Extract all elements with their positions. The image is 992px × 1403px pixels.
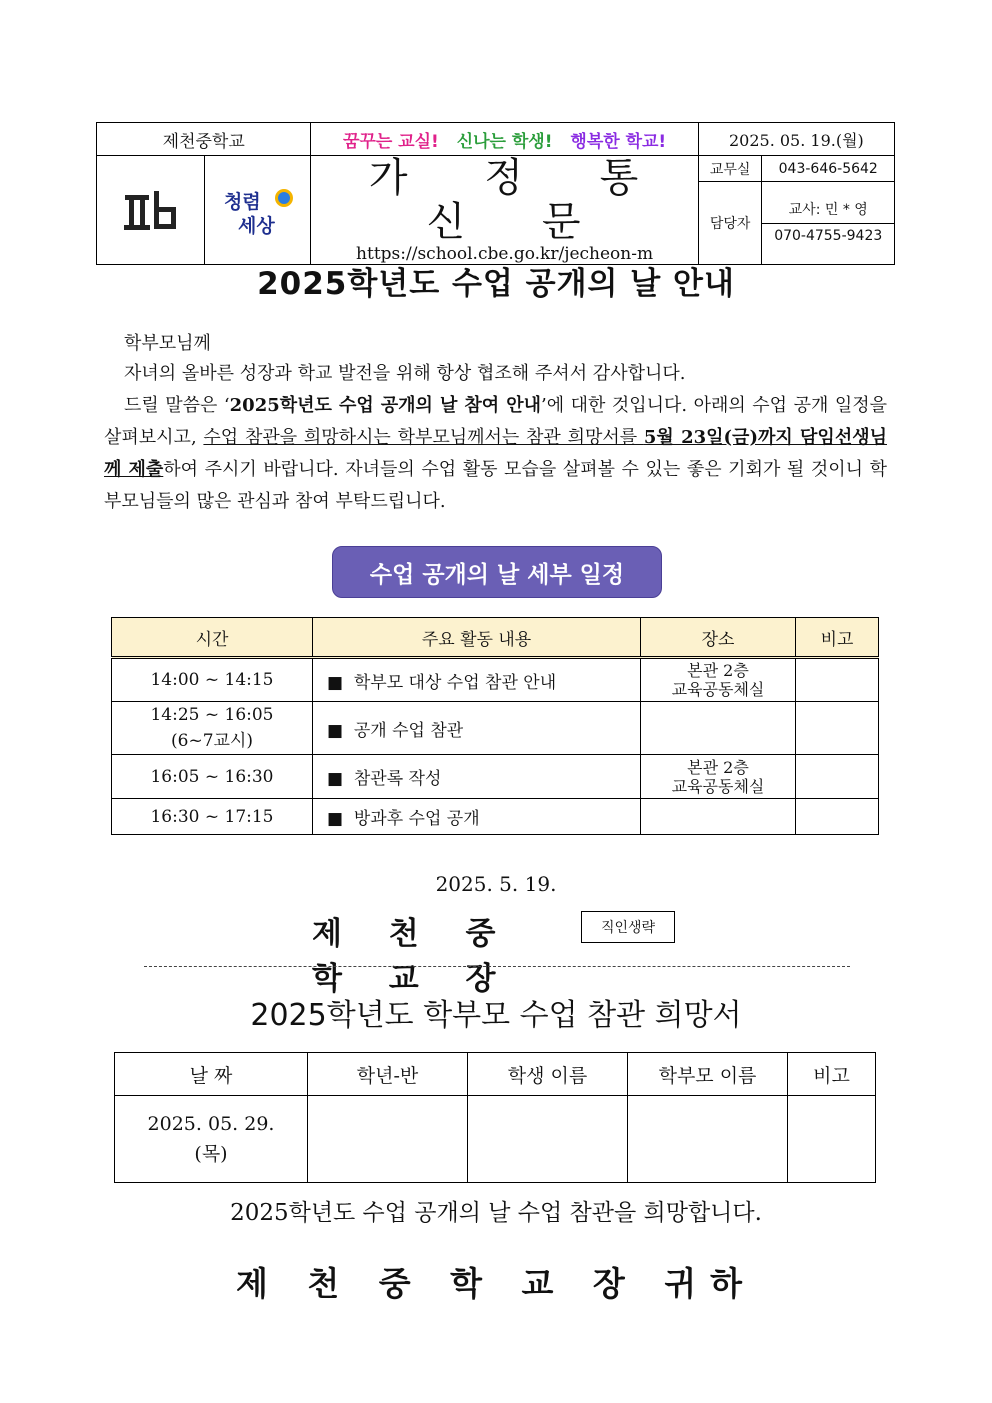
col-place: 장소	[641, 618, 796, 658]
activity-text: 참관록 작성	[353, 769, 442, 789]
row-activity	[313, 658, 641, 702]
seal-omitted: 직인생략	[581, 911, 675, 943]
row-time: 16:30 ~ 17:15	[112, 799, 313, 835]
slogan-2: 신나는 학생!	[456, 131, 553, 152]
row-activity	[313, 702, 641, 755]
row-place	[641, 702, 796, 755]
activity-text: 방과후 수업 공개	[353, 809, 480, 829]
row-note	[796, 658, 879, 702]
contact-label: 담당자	[698, 182, 762, 265]
activity-text: 학부모 대상 수업 참관 안내	[353, 672, 557, 693]
body-text-1: 드릴 말씀은 ‘	[124, 395, 230, 416]
col-date: 날 짜	[115, 1053, 308, 1096]
office-phone: 043-646-5642	[762, 156, 895, 182]
newsletter-title-cell	[311, 156, 698, 265]
table-row	[112, 658, 879, 702]
notice-body	[104, 390, 887, 518]
table-row	[112, 702, 879, 755]
request-statement: 2025학년도 수업 공개의 날 수업 참관을 희망합니다.	[230, 1200, 762, 1226]
intro-line: 자녀의 올바른 성장과 학교 발전을 위해 항상 협조해 주셔서 감사합니다.	[124, 363, 686, 384]
slogan-3: 행복한 학교!	[570, 131, 667, 152]
body-deadline: 5월 23일(금)까지 담임선생님께 제출	[104, 427, 887, 480]
school-url[interactable]: https://school.cbe.go.kr/jecheon-m	[356, 244, 654, 264]
contact-phone: 070-4755-9423	[774, 228, 883, 244]
contact-teacher: 교사: 민 * 영	[762, 198, 894, 224]
request-form-table	[114, 1052, 876, 1183]
bullet-icon: ■	[327, 720, 344, 741]
request-header-row	[115, 1053, 876, 1096]
col-note: 비고	[796, 618, 879, 658]
place-line: 교육공동체실	[671, 680, 765, 699]
body-underline: 수업 참관을 희망하시는 학부모님께서는 참관 희망서를	[203, 427, 644, 448]
parent-name-field[interactable]	[628, 1096, 788, 1183]
time-line: 14:25 ~ 16:05	[150, 705, 274, 725]
bullet-icon: ■	[327, 809, 344, 829]
row-note	[796, 799, 879, 835]
integrity-logo-icon	[220, 178, 296, 238]
body-bold: 2025학년도 수업 공개의 날 참여 안내	[229, 395, 541, 416]
school-logo	[97, 156, 205, 265]
row-place	[641, 658, 796, 702]
row-place	[641, 799, 796, 835]
issue-date: 2025. 05. 19.(월)	[698, 123, 894, 156]
svg-text:세상: 세상	[237, 215, 275, 237]
schedule-header-row	[112, 618, 879, 658]
row-place	[641, 755, 796, 799]
school-emblem-icon	[123, 187, 179, 233]
newsletter-title: 가 정 통 신 문	[368, 155, 671, 245]
body-text-2: ’에 대한 것입니다. 아래의 수업 공개 일정을 살펴보시고,	[104, 395, 887, 448]
bullet-icon: ■	[327, 769, 344, 789]
grade-class-field[interactable]	[308, 1096, 468, 1183]
row-activity	[313, 755, 641, 799]
col-note: 비고	[788, 1053, 876, 1096]
row-note	[796, 755, 879, 799]
request-title: 2025학년도 학부모 수업 참관 희망서	[250, 998, 742, 1033]
schedule-heading: 수업 공개의 날 세부 일정	[332, 546, 662, 598]
form-date	[115, 1096, 308, 1183]
contact-info	[762, 182, 895, 265]
request-form-row	[115, 1096, 876, 1183]
svg-text:청렴: 청렴	[223, 191, 261, 213]
table-row	[112, 799, 879, 835]
bullet-icon: ■	[327, 672, 344, 693]
col-activity: 주요 활동 내용	[313, 618, 641, 658]
time-line: (6~7교시)	[171, 731, 253, 751]
newsletter-header	[96, 122, 895, 265]
col-grade-class: 학년-반	[308, 1053, 468, 1096]
notice-title: 2025학년도 수업 공개의 날 안내	[257, 266, 735, 302]
schedule-table	[111, 617, 879, 835]
cut-line	[144, 966, 850, 967]
table-row	[112, 755, 879, 799]
note-field[interactable]	[788, 1096, 876, 1183]
greeting: 학부모님께	[124, 333, 211, 354]
integrity-logo	[205, 156, 311, 265]
body-text-3: 하여 주시기 바랍니다. 자녀들의 수업 활동 모습을 살펴볼 수 있는 좋은 기회가 될 것이니 학부모님들의 많은 관심과 참여 부탁드립니다.	[104, 459, 888, 512]
principal-name: 제 천 중 학 교 장	[312, 916, 514, 997]
col-student-name: 학생 이름	[468, 1053, 628, 1096]
slogan-1: 꿈꾸는 교실!	[342, 131, 439, 152]
form-date-line: (목)	[194, 1143, 228, 1165]
request-addressee: 제 천 중 학 교 장 귀하	[236, 1264, 756, 1303]
col-time: 시간	[112, 618, 313, 658]
signature-date: 2025. 5. 19.	[435, 872, 557, 896]
row-time: 16:05 ~ 16:30	[112, 755, 313, 799]
school-name: 제천중학교	[97, 123, 311, 156]
activity-text: 공개 수업 참관	[353, 720, 464, 741]
row-time: 14:00 ~ 14:15	[112, 658, 313, 702]
office-label: 교무실	[698, 156, 762, 182]
row-activity	[313, 799, 641, 835]
school-slogan	[311, 123, 698, 156]
row-time	[112, 702, 313, 755]
place-line: 교육공동체실	[671, 776, 765, 796]
col-parent-name: 학부모 이름	[628, 1053, 788, 1096]
form-date-line: 2025. 05. 29.	[147, 1113, 275, 1135]
place-line: 본관 2층	[687, 757, 749, 777]
student-name-field[interactable]	[468, 1096, 628, 1183]
row-note	[796, 702, 879, 755]
principal-signature	[312, 908, 582, 998]
place-line: 본관 2층	[687, 661, 749, 680]
